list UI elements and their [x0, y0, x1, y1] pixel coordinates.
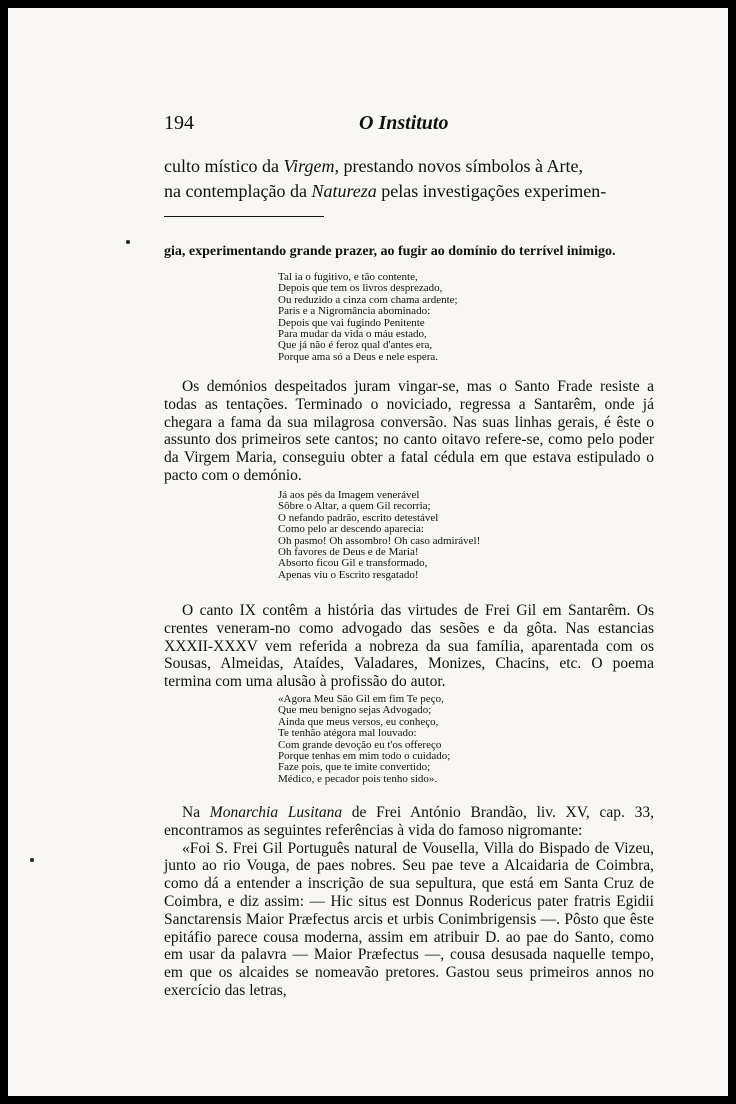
verse-line: Ainda que meus versos, eu conheço, [278, 715, 439, 728]
verse-block [278, 272, 458, 363]
verse-line: Tal ia o fugitivo, e tão contente, [278, 271, 418, 283]
quoted-passage: «Foi S. Frei Gil Português natural de Vousella, Villa do Bispado de Vizeu, junto ao rio Vouga, de paes nobres. Seu pae teve a Alcaidaria de Coimbra, como dá a entender a inscrição de sua sepultura, que está em Santa Cruz de Coimbra, e diz assim: — Hic situs est Donnus Rodericus pater fratris Egidii Sanctarensis Maior Præfectus arcis et urbis Conimbrigensis —. Pôsto que êste epitáfio parece cousa moderna, assim em atribuir D. ao pae do Santo, como em usar da palavra — Maior Præfectus —, cousa desusada naquelle tempo, em que os alcaides se nomeavão pretores. Gastou seus primeiros annos no exercício das letras, [164, 839, 654, 999]
verse-line: Apenas viu o Escrito resgatado! [278, 568, 419, 581]
verse-line: Oh favores de Deus e de Maria! [278, 546, 419, 559]
verse-line: Faze pois, que te imite convertido; [278, 761, 431, 774]
verse-line: Que já não é feroz qual d'antes era, [278, 339, 433, 352]
verse-line: Te tenhão atégora mal louvado: [278, 727, 417, 740]
verse-line: Como pelo ar descendo aparecia: [278, 523, 424, 536]
text-line: na contemplação da Natureza pelas investigações experimen- [164, 181, 607, 201]
page-header [164, 112, 688, 138]
page-number: 194 [164, 112, 194, 134]
verse-line: Para mudar da vida o máu estado, [278, 328, 427, 341]
verse-line: Absorto ficou Gil e transformado, [278, 557, 428, 570]
paragraph [164, 804, 654, 1000]
paragraph: O canto IX contêm a história das virtudes de Frei Gil em Santarêm. Os crentes veneram-no como advogado das sesões e da gôta. Nas estancias XXXII-XXXV vem referida a nobreza da sua família, aparentada com os Sousas, Almeidas, Ataídes, Valadares, Monizes, Chacins, etc. O poema termina com uma alusão à profissão do autor. [164, 602, 654, 691]
book-page [8, 8, 728, 1096]
verse-line: Que meu benigno sejas Advogado; [278, 704, 432, 717]
margin-dot [126, 240, 130, 244]
verse-line: Depois que vai fugindo Penitente [278, 316, 425, 329]
verse-line: Ou reduzido a cinza com chama ardente; [278, 293, 458, 306]
verse-line: Já aos pés da Imagem venerável [278, 489, 420, 501]
verse-block [278, 694, 450, 785]
paragraph: Os demónios despeitados juram vingar-se, mas o Santo Frade resiste a todas as tentações. Terminado o noviciado, regressa a Santarêm, onde já chegara a fama da sua milagrosa conversão. Nas suas linhas gerais, é êste o assunto dos primeiros sete cantos; no canto oitavo refere-se, como pelo poder da Virgem Maria, conseguiu obter a fatal cédula em que estava estipulado o pacto com o demónio. [164, 378, 654, 484]
verse-line: O nefando padrão, escrito detestável [278, 511, 439, 524]
verse-block [278, 490, 480, 581]
text-line: culto místico da Virgem, prestando novos símbolos à Arte, [164, 156, 583, 176]
footnote-divider [164, 216, 324, 217]
footnote-text: gia, experimentando grande prazer, ao fugir ao domínio do terrível inimigo. [164, 244, 616, 259]
citation-intro: Na Monarchia Lusitana de Frei António Brandão, liv. XV, cap. 33, encontramos as seguintes referências à vida do famoso nigromante: [164, 804, 654, 839]
verse-line: Oh pasmo! Oh assombro! Oh caso admirável! [278, 534, 481, 547]
verse-line: Paris e a Nigromância abominado: [278, 305, 431, 318]
verse-line: Porque ama só a Deus e nele espera. [278, 350, 439, 363]
verse-line: «Agora Meu São Gil em fim Te peço, [278, 693, 444, 705]
continued-text [164, 154, 654, 204]
running-title: O Instituto [359, 112, 449, 134]
verse-line: Depois que tem os livros desprezado, [278, 282, 443, 295]
verse-line: Porque tenhas em mim todo o cuidado; [278, 750, 451, 763]
verse-line: Com grande devoção eu t'os offereço [278, 738, 442, 751]
verse-line: Médico, e pecador pois tenho sido». [278, 772, 438, 785]
margin-dot [30, 858, 34, 862]
verse-line: Sôbre o Altar, a quem Gil recorria; [278, 500, 431, 513]
